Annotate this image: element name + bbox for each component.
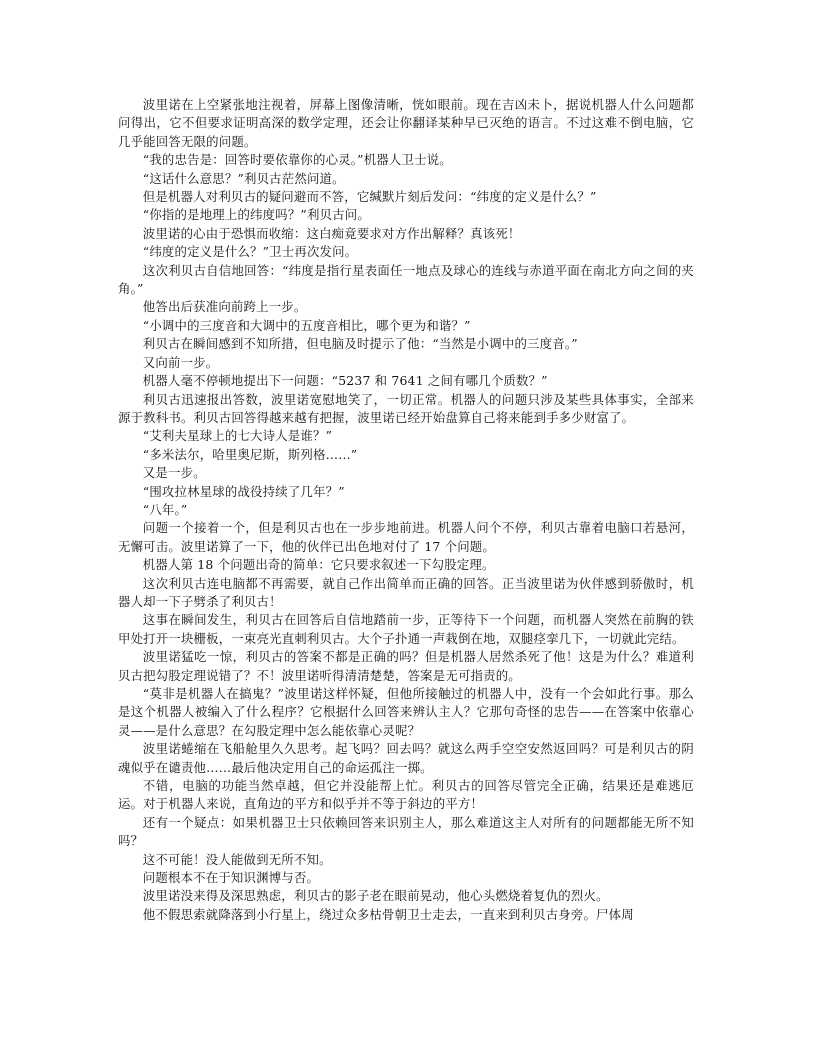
paragraph: “纬度的定义是什么？”卫士再次发问。	[142, 244, 358, 260]
paragraph: 利贝古在瞬间感到不知所措，但电脑及时提示了他：“当然是小调中的三度音。”	[142, 336, 578, 352]
paragraph: 又是一步。	[142, 465, 206, 481]
paragraph: 又向前一步。	[142, 354, 219, 370]
paragraph: 他答出后获准向前跨上一步。	[142, 299, 307, 315]
paragraph: “小调中的三度音和大调中的五度音相比，哪个更为和谐？”	[142, 317, 471, 333]
paragraph: “艾利夫星球上的七大诗人是谁？”	[142, 428, 333, 444]
paragraph: 不错，电脑的功能当然卓越，但它并没能帮上忙。利贝古的回答尽管完全正确，结果还是难逃厄运。对于机器人来说，直角边的平方和似乎并不等于斜边的平方！	[118, 778, 694, 812]
paragraph: “八年。”	[142, 501, 188, 517]
paragraph: 还有一个疑点：如果机器卫士只依赖回答来识别主人，那么难道这主人对所有的问题都能无所不知吗？	[118, 814, 694, 849]
paragraph: 波里诺猛吃一惊，利贝古的答案不都是正确的吗？但是机器人居然杀死了他！这是为什么？难道利贝古把勾股定理说错了？不！波里诺听得清清楚楚，答案是无可指责的。	[118, 649, 694, 683]
paragraph: 这次利贝古连电脑都不再需要，就自己作出简单而正确的回答。正当波里诺为伙伴感到骄傲时，机器人却一下子劈杀了利贝古！	[118, 575, 694, 609]
paragraph: 这次利贝古自信地回答：“纬度是指行星表面任一地点及球心的连线与赤道平面在南北方向之间的夹角。”	[118, 262, 694, 297]
document-page	[118, 96, 694, 924]
paragraph: 他不假思索就降落到小行星上，绕过众多枯骨朝卫士走去，一直来到利贝古身旁。尸体周	[142, 906, 634, 922]
paragraph: “围攻拉林星球的战役持续了几年？”	[142, 483, 345, 499]
paragraph: “你指的是地理上的纬度吗？”利贝古问。	[142, 207, 370, 223]
paragraph: 但是机器人对利贝古的疑问避而不答，它缄默片刻后发问：“纬度的定义是什么？”	[142, 189, 597, 205]
paragraph: 波里诺的心由于恐惧而收缩：这白痴竟要求对方作出解释？真该死！	[142, 225, 521, 241]
paragraph: “我的忠告是：回答时要依靠你的心灵。”机器人卫士说。	[142, 152, 452, 168]
paragraph: 波里诺在上空紧张地注视着，屏幕上图像清晰，恍如眼前。现在吉凶未卜，据说机器人什么问题都问得出，它不但要求证明高深的数学定理，还会让你翻译某种早已灭绝的语言。不过这难不倒电脑，它几乎能回答无限的问题。	[118, 97, 694, 149]
paragraph: 这不可能！没人能做到无所不知。	[142, 851, 332, 867]
paragraph: “这话什么意思？”利贝古茫然问道。	[142, 170, 345, 186]
paragraph: 问题一个接着一个，但是利贝古也在一步步地前进。机器人问个不停，利贝古靠着电脑口若悬河，无懈可击。波里诺算了一下，他的伙伴已出色地对付了 17 个问题。	[118, 520, 694, 554]
paragraph: 这事在瞬间发生，利贝古在回答后自信地踏前一步，正等待下一个问题，而机器人突然在前胸的铁甲处打开一块栅板，一束亮光直刺利贝古。大个子扑通一声栽倒在地，双腿痉挛几下，一切就此完结。	[118, 612, 694, 646]
paragraph: 机器人第 18 个问题出奇的简单：它只要求叙述一下勾股定理。	[142, 557, 495, 573]
paragraph: 机器人毫不停顿地提出下一问题：“5237 和 7641 之间有哪几个质数？”	[142, 373, 548, 389]
paragraph: 问题根本不在于知识渊博与否。	[142, 870, 320, 886]
paragraph: 波里诺没来得及深思熟虑，利贝古的影子老在眼前晃动，他心头燃烧着复仇的烈火。	[142, 888, 609, 904]
paragraph: 利贝古迅速报出答数，波里诺宽慰地笑了，一切正常。机器人的问题只涉及某些具体事实，全部来源于教科书。利贝古回答得越来越有把握，波里诺已经开始盘算自己将来能到手多少财富了。	[118, 391, 694, 425]
paragraph: 波里诺蜷缩在飞船舱里久久思考。起飞吗？回去吗？就这么两手空空安然返回吗？可是利贝古的阴魂似乎在谴责他……最后他决定用自己的命运孤注一掷。	[118, 741, 694, 775]
paragraph: “莫非是机器人在搞鬼？”波里诺这样怀疑，但他所接触过的机器人中，没有一个会如此行事。那么是这个机器人被编入了什么程序？它根据什么回答来辨认主人？它那句奇怪的忠告——在答案中依靠心灵——是什么意思？在勾股定理中怎么能依靠心灵呢？	[118, 686, 694, 738]
paragraph: “多米法尔，哈里奥尼斯，斯列格……”	[142, 446, 358, 462]
